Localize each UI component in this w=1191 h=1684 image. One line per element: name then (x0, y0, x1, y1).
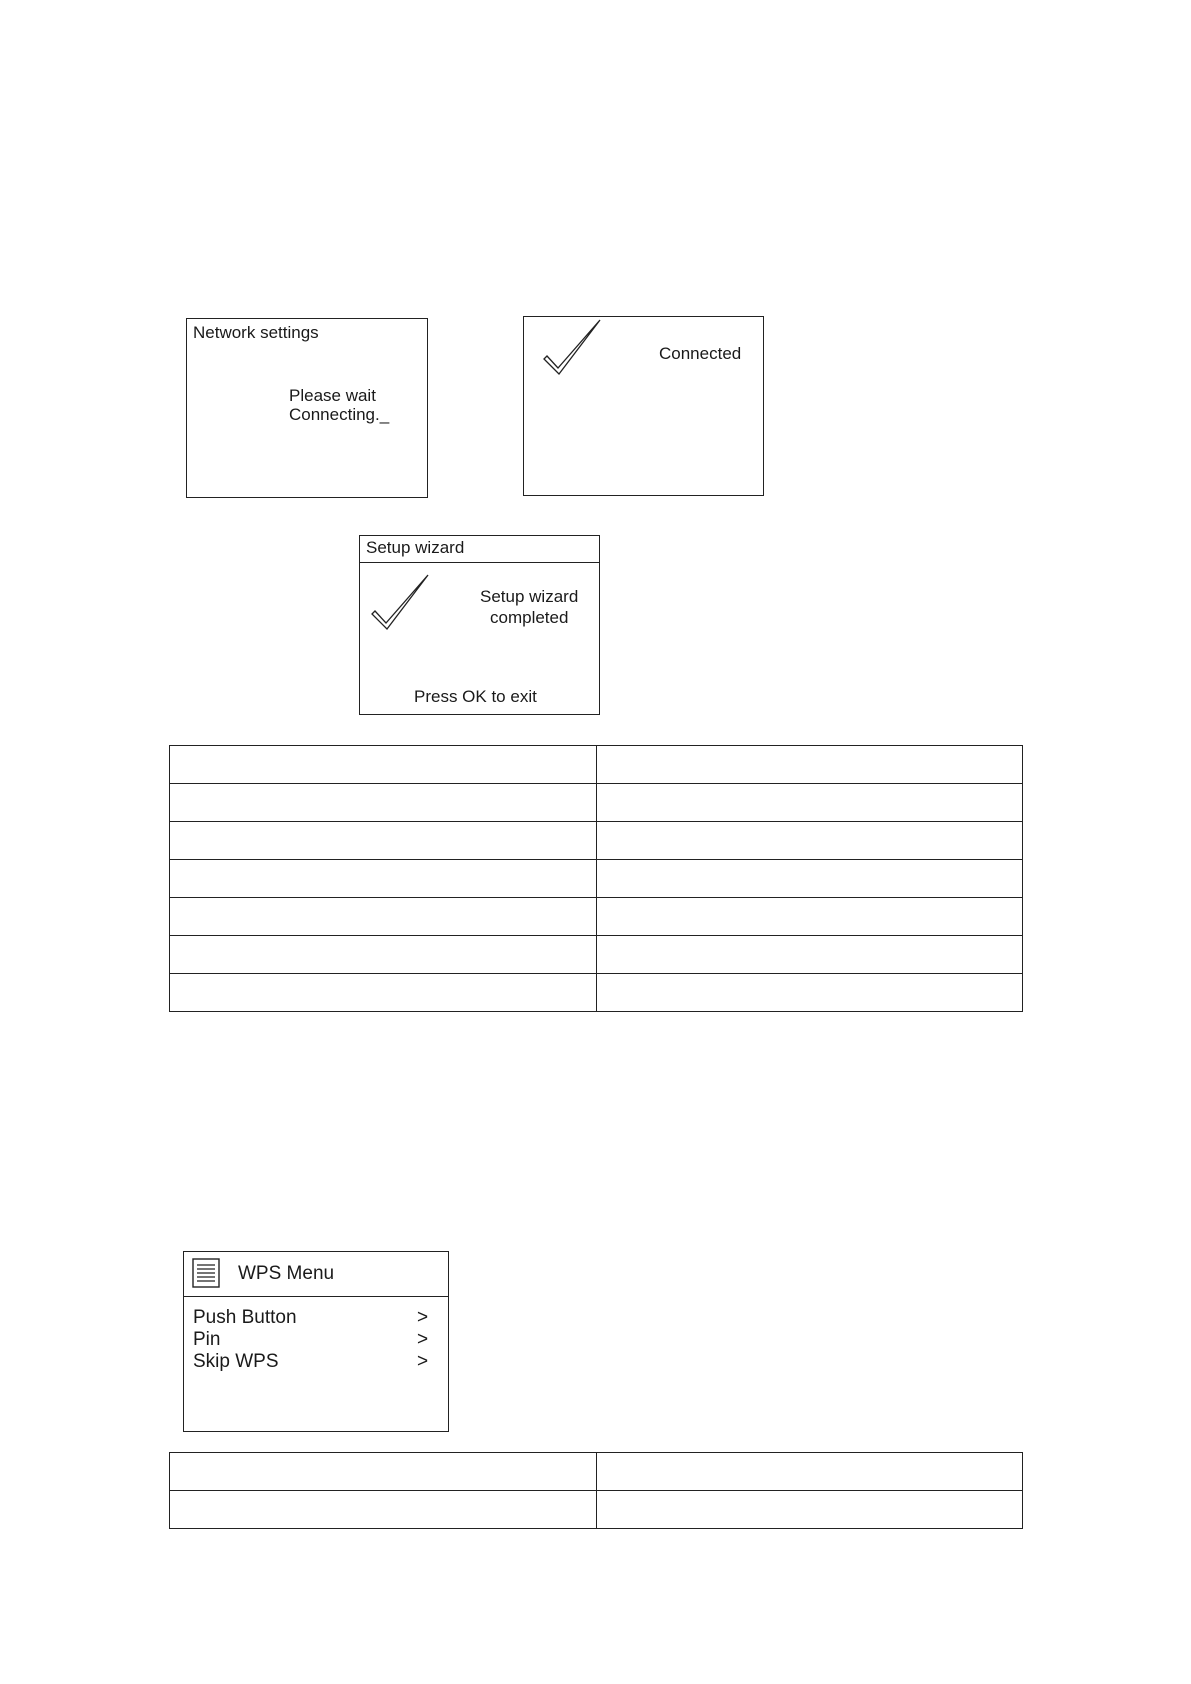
table-cell (170, 822, 597, 860)
menu-item-label: Pin (193, 1329, 221, 1350)
screen-header (360, 536, 599, 563)
chevron-right-icon: > (417, 1329, 429, 1350)
menu-item-label: Push Button (193, 1307, 297, 1328)
table-row (170, 1491, 1023, 1529)
table-row (170, 822, 1023, 860)
table-1 (169, 745, 1023, 1012)
network-settings-screen (186, 318, 428, 498)
exit-hint: Press OK to exit (414, 687, 537, 706)
table-cell (170, 898, 597, 936)
checkmark-icon (542, 319, 604, 379)
table-row (170, 860, 1023, 898)
screen-title: Network settings (193, 323, 319, 342)
wps-menu-screen (183, 1251, 449, 1432)
table-cell (170, 936, 597, 974)
table-cell (170, 1491, 597, 1529)
table-cell (596, 898, 1023, 936)
message-line-1: Setup wizard (480, 587, 579, 606)
screen-title: WPS Menu (238, 1263, 335, 1284)
connected-screen (523, 316, 764, 496)
message-line-2: completed (490, 608, 569, 627)
table-cell (596, 746, 1023, 784)
menu-list-icon (192, 1258, 220, 1288)
table-cell (170, 746, 597, 784)
setup-wizard-screen (359, 535, 600, 715)
table-row (170, 784, 1023, 822)
table-row (170, 1453, 1023, 1491)
table-cell (596, 936, 1023, 974)
table-cell (596, 860, 1023, 898)
screen-title: Setup wizard (366, 538, 465, 557)
table-cell (170, 974, 597, 1012)
table-row (170, 746, 1023, 784)
table-cell (596, 822, 1023, 860)
table-cell (596, 1491, 1023, 1529)
menu-item-label: Skip WPS (193, 1351, 279, 1372)
chevron-right-icon: > (417, 1351, 429, 1372)
status-line-2: Connecting._ (289, 405, 390, 424)
table-cell (170, 860, 597, 898)
table-cell (596, 784, 1023, 822)
connected-status: Connected (659, 344, 742, 363)
table-cell (596, 974, 1023, 1012)
table-row (170, 974, 1023, 1012)
table-2 (169, 1452, 1023, 1529)
table-cell (170, 784, 597, 822)
table-cell (170, 1453, 597, 1491)
screen-header (184, 1252, 448, 1297)
table-row (170, 936, 1023, 974)
checkmark-icon (370, 574, 432, 634)
table-cell (596, 1453, 1023, 1491)
chevron-right-icon: > (417, 1307, 429, 1328)
status-line-1: Please wait (289, 386, 376, 405)
table-row (170, 898, 1023, 936)
